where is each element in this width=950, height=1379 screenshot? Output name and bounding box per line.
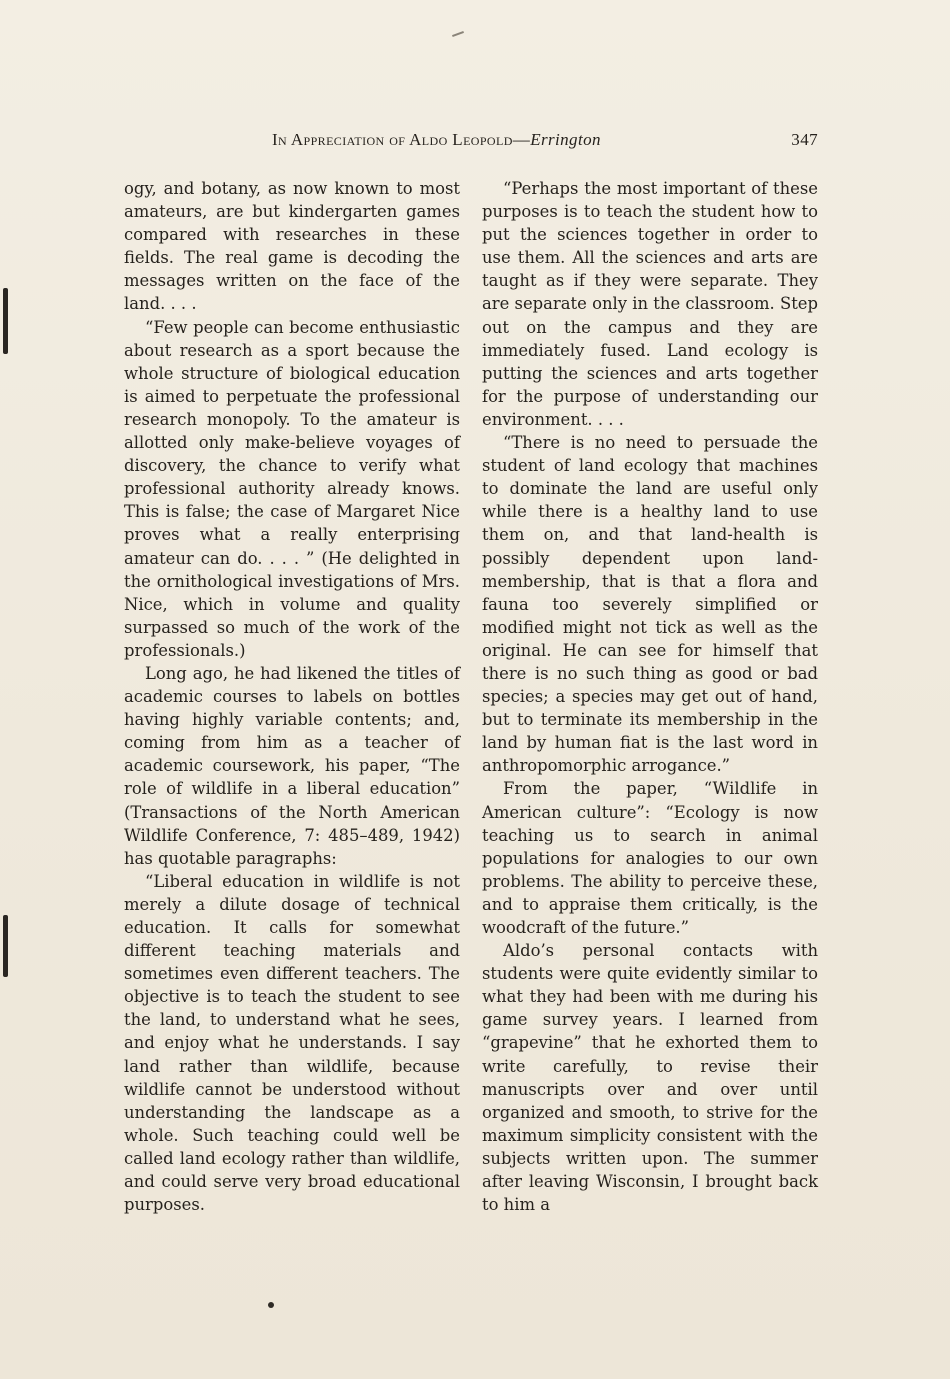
running-head-author: Errington <box>530 130 601 149</box>
binding-mark-lower <box>3 915 8 977</box>
paragraph: From the paper, “Wildlife in American culture”: “Ecology is now teaching us to search in animal populations for analogies to our own problems. The ability to perceive these, and to appraise them critically, is the woodcraft of the future.” <box>482 779 818 937</box>
page-header <box>124 130 818 154</box>
ink-dot-mark <box>268 1302 274 1308</box>
paragraph: “Few people can become enthusiastic about research as a sport because the whole structure of biological education is aimed to perpetuate the professional research monopoly. To the amateur is allotted only make-believe voyages of discovery, the chance to verify what professional authority already knows. This is false; the case of Margaret Nice proves what a really enterprising amateur can do. . . . ” (He delighted in the ornithological investigations of Mrs. Nice, which in volume and quality surpassed so much of the work of the professionals.) <box>124 317 460 660</box>
paragraph: Aldo’s personal contacts with students were quite evidently similar to what they had been with me during his game survey years. I learned from “grapevine” that he exhorted them to write carefully, to revise their manuscripts over and over until organized and smooth, to strive for the maximum simplicity consistent with the subjects written upon. The summer after leaving Wisconsin, I brought back to him a <box>482 941 818 1215</box>
binding-mark-upper <box>3 288 8 354</box>
left-column <box>124 177 460 1216</box>
paragraph: “There is no need to persuade the student of land ecology that machines to dominate the land are useful only while there is a healthy land to use them on, and that land-health is possibly dependent upon land-membership, that is that a flora and fauna too severely simplified or modified might not tick as well as the original. He can see for himself that there is no such thing as good or bad species; a species may get out of hand, but to terminate its membership in the land by human fiat is the last word in anthropomorphic arrogance.” <box>482 433 818 776</box>
paragraph: “Liberal education in wildlife is not merely a dilute dosage of technical education. It calls for somewhat different teaching materials and sometimes even different teachers. The objective is to teach the student to see the land, to understand what he sees, and enjoy what he understands. I say land rather than wildlife, because wildlife cannot be understood without understanding the landscape as a whole. Such teaching could well be called land ecology rather than wildlife, and could serve very broad educational purposes. <box>124 871 460 1215</box>
running-head <box>272 130 601 150</box>
page-number: 347 <box>791 130 818 149</box>
right-column <box>482 177 818 1216</box>
paragraph: “Perhaps the most important of these purposes is to teach the student how to put the sciences together in order to use them. All the sciences and arts are taught as if they were separate. They are separate only in the classroom. Step out on the campus and they are immediately fused. Land ecology is putting the sciences and arts together for the purpose of understanding our environment. . . . <box>482 179 818 429</box>
pencil-tick-mark <box>452 31 464 37</box>
paragraph: ogy, and botany, as now known to most amateurs, are but kindergarten games compared with researches in these fields. The real game is decoding the messages written on the face of the land. . . . <box>124 179 460 314</box>
paragraph: Long ago, he had likened the titles of academic courses to labels on bottles having highly variable contents; and, coming from him as a teacher of academic coursework, his paper, “The role of wildlife in a liberal education” (Transactions of the North American Wildlife Conference, 7: 485–489, 1942) has quotable paragraphs: <box>124 663 460 868</box>
running-head-title: In Appreciation of Aldo Leopold— <box>272 130 531 149</box>
